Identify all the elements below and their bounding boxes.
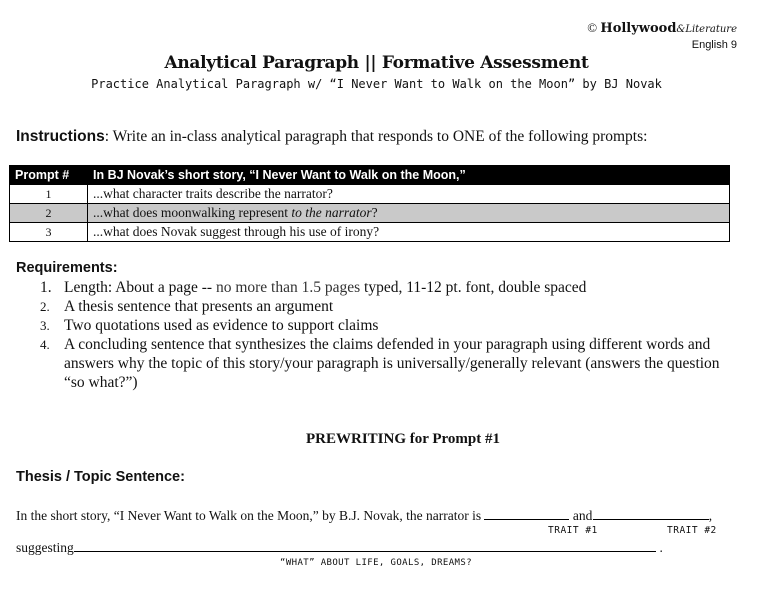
header-prompt-number: Prompt # (10, 166, 88, 185)
requirement-text: A concluding sentence that synthesizes the claims defended in your paragraph using different words and answers why the topic of this story/your paragraph is universally/generally relevant (answers the question “so what?”) (64, 336, 720, 391)
requirements-list (40, 278, 740, 392)
instructions-label: Instructions (16, 128, 105, 145)
sentence-start: In the short story, “I Never Want to Walk on the Moon,” by B.J. Novak, the narrator is (16, 508, 482, 523)
and-word: and (572, 508, 593, 523)
instructions (16, 128, 647, 146)
requirement-text-c: typed, 11-12 pt. font, double spaced (360, 279, 587, 296)
table-row (10, 185, 730, 204)
prompt-text-start: ...what does moonwalking represent (93, 205, 292, 220)
trait-2-label: TRAIT #2 (667, 525, 717, 536)
instructions-text: : Write an in-class analytical paragraph that responds to ONE of the following prompts: (104, 128, 648, 145)
prompt-text-italic: to the narrator (291, 205, 372, 220)
trait-2-blank[interactable] (593, 507, 709, 520)
prompt-table (9, 165, 730, 242)
page-title: Analytical Paragraph || Formative Assessment (164, 53, 589, 73)
requirement-text: Two quotations used as evidence to support claims (64, 317, 379, 334)
prewriting-heading: PREWRITING for Prompt #1 (305, 431, 501, 447)
brand-name: Hollywood (600, 21, 677, 36)
list-number: 3. (40, 318, 50, 333)
prompt-number: 1 (10, 185, 88, 204)
requirement-text-a: Length: About a page -- (64, 279, 216, 296)
list-number: 1. (40, 279, 52, 296)
list-item (40, 297, 740, 316)
table-row (10, 223, 730, 242)
prompt-text: ...what does Novak suggest through his use of irony? (88, 223, 730, 242)
copyright-symbol: © (587, 20, 598, 35)
prompt-text (88, 204, 730, 223)
end-comma: , (708, 508, 713, 523)
header-prompt-stem: In BJ Novak’s short story, “I Never Want to Walk on the Moon,” (88, 166, 730, 185)
suggesting-hint: “WHAT” ABOUT LIFE, GOALS, DREAMS? (280, 558, 473, 568)
list-item (40, 335, 740, 392)
brand-logo (587, 20, 737, 36)
suggesting-line (16, 539, 663, 556)
list-item (40, 316, 740, 335)
prompt-number: 2 (10, 204, 88, 223)
prompt-text-end: ? (371, 205, 378, 220)
requirement-text: A thesis sentence that presents an argument (64, 298, 334, 315)
prompt-text: ...what character traits describe the narrator? (88, 185, 730, 204)
suggesting-word: suggesting (16, 540, 74, 555)
table-row (10, 204, 730, 223)
table-header-row (10, 166, 730, 185)
list-item (40, 278, 740, 297)
requirements-label: Requirements: (16, 260, 118, 276)
suggesting-blank[interactable] (74, 539, 656, 552)
trait-1-label: TRAIT #1 (548, 525, 598, 536)
requirement-text-b: no more than 1.5 pages (215, 279, 361, 296)
list-number: 4. (40, 337, 50, 352)
brand-tail: &Literature (676, 24, 737, 35)
list-number: 2. (40, 299, 50, 314)
thesis-sentence-line (16, 507, 712, 524)
trait-1-blank[interactable] (484, 507, 569, 520)
prompt-number: 3 (10, 223, 88, 242)
grade-label: English 9 (691, 39, 737, 51)
end-period: . (659, 540, 663, 555)
page-subtitle: Practice Analytical Paragraph w/ “I Never Want to Walk on the Moon” by BJ Novak (91, 77, 662, 91)
thesis-label: Thesis / Topic Sentence: (16, 469, 185, 485)
